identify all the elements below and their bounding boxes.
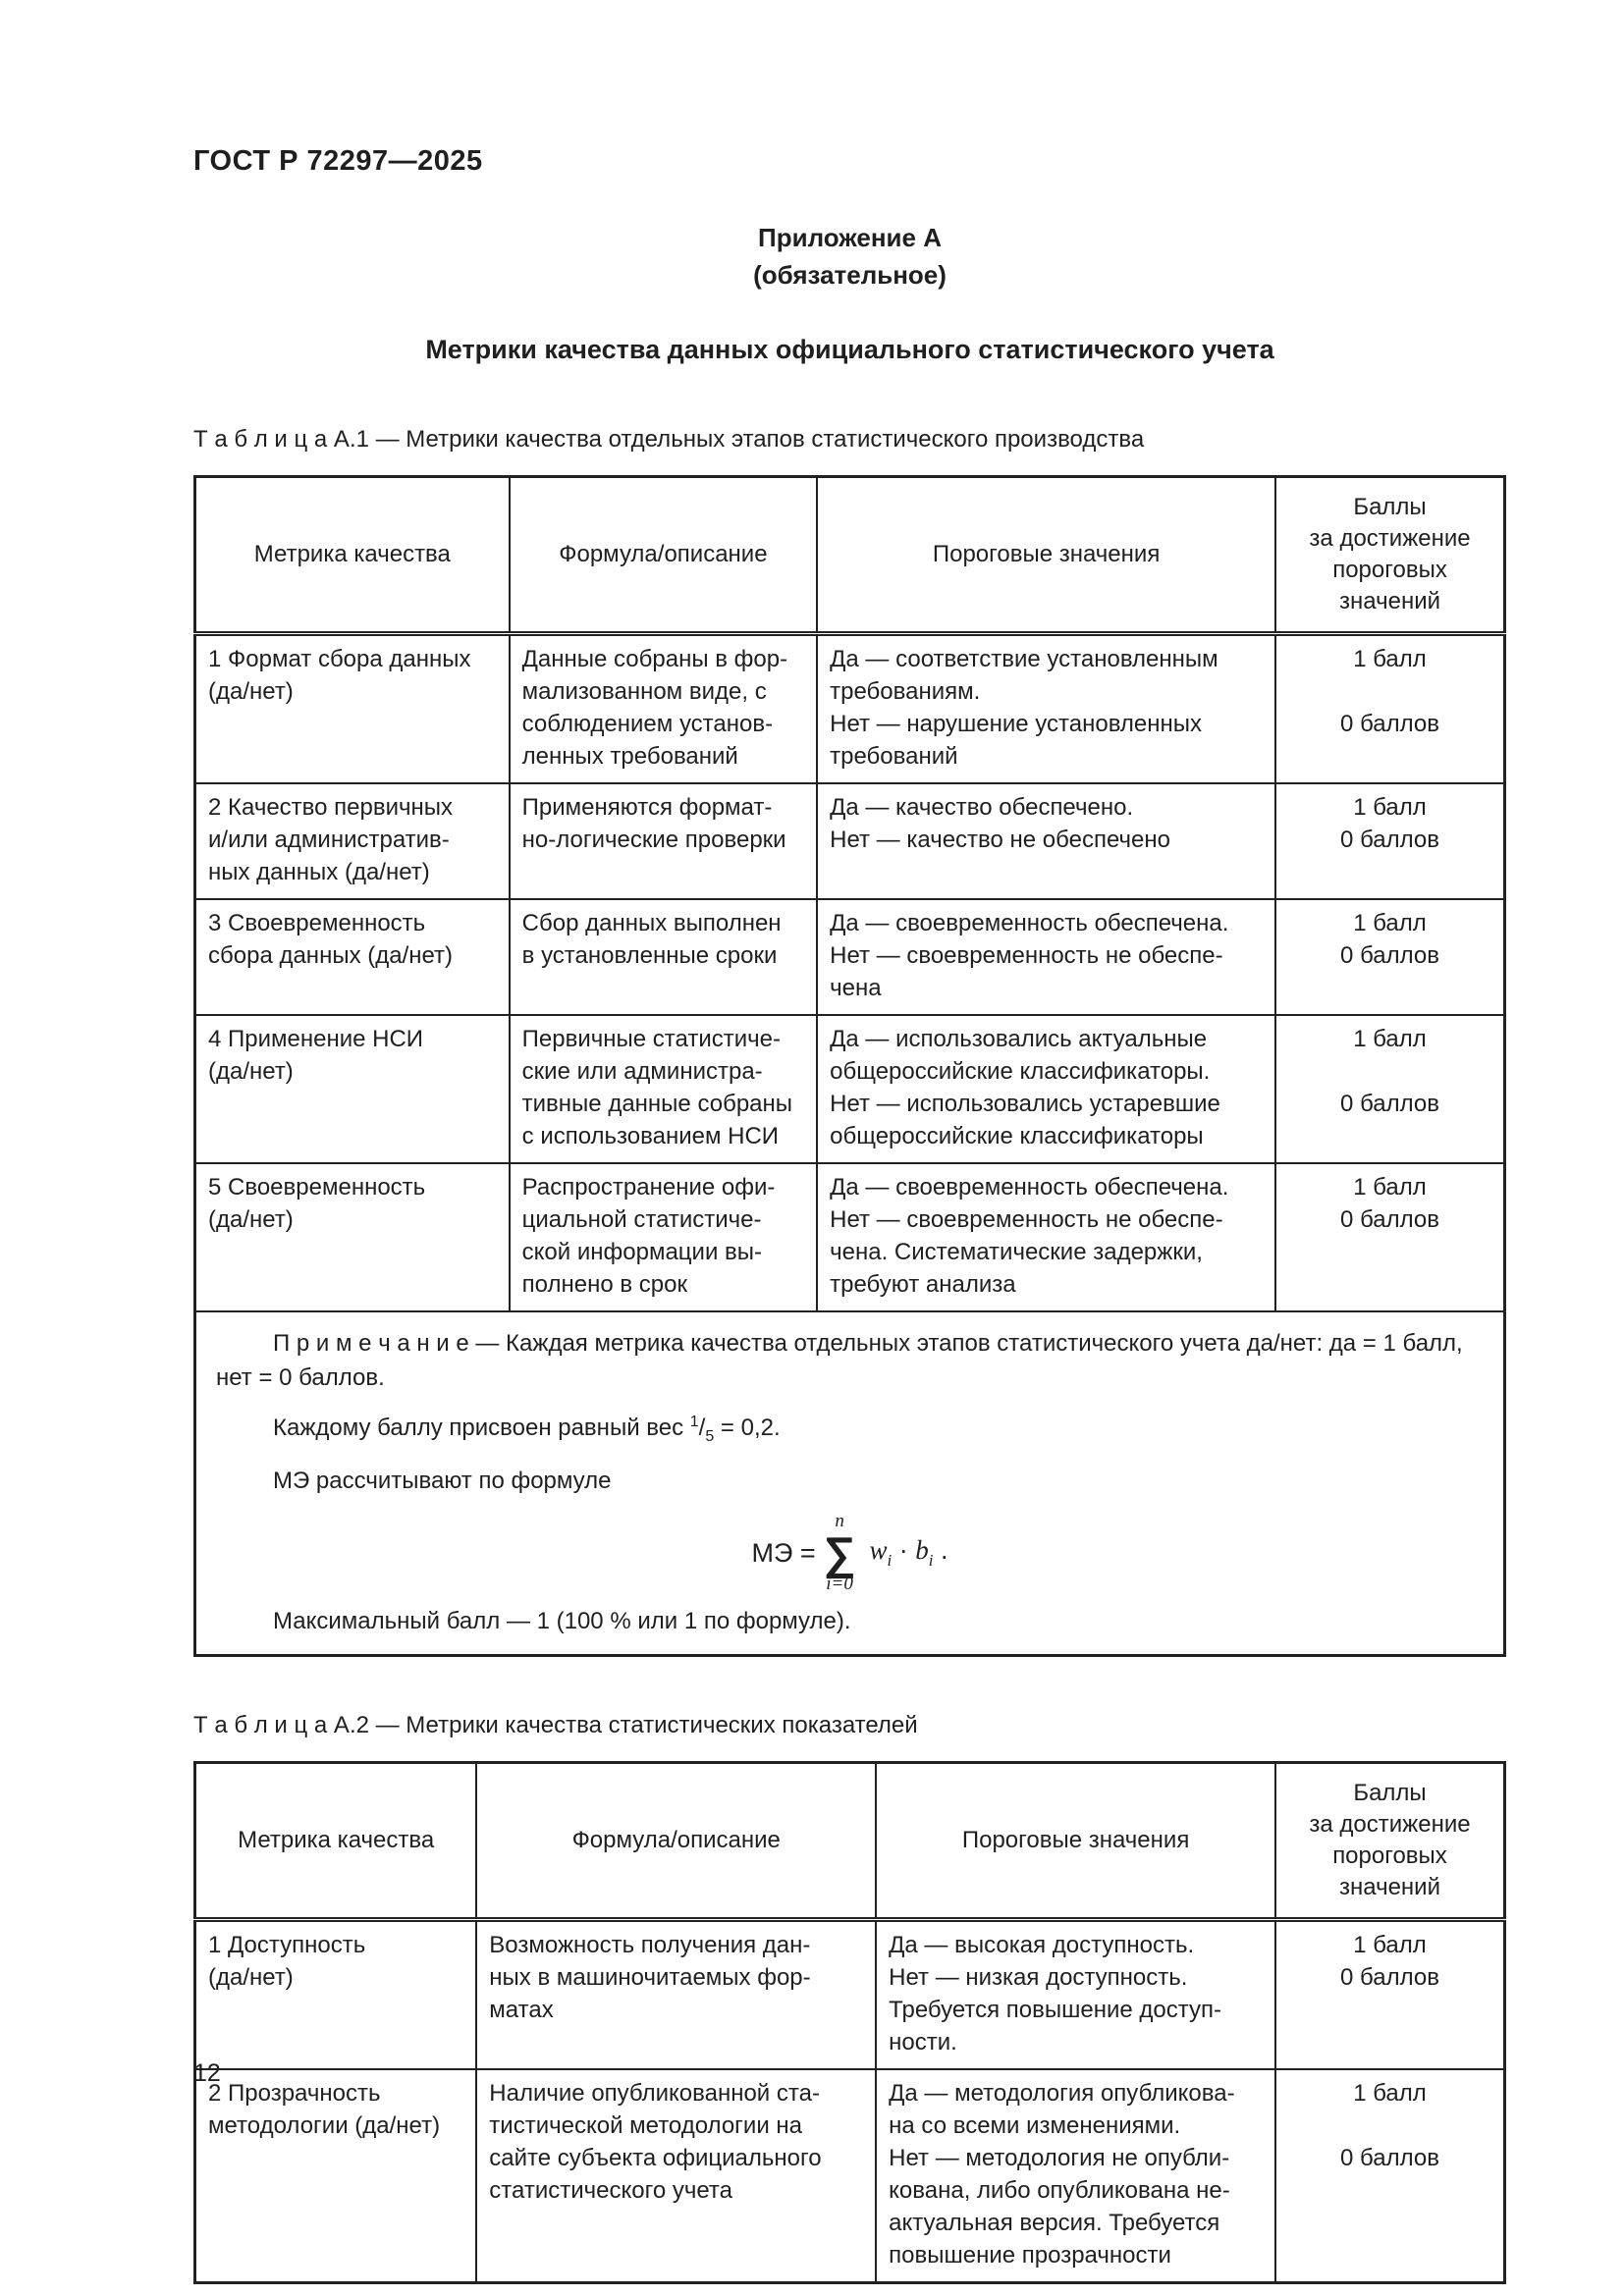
table-a1: [193, 475, 1506, 1657]
score-cell: [1276, 1016, 1503, 1130]
column-header-threshold: Пороговые значения: [817, 477, 1275, 634]
column-header-score: Баллы за достижение пороговых значений: [1275, 1763, 1504, 1920]
summation-symbol: [824, 1512, 856, 1594]
sum-lower-limit: i=0: [826, 1574, 853, 1594]
column-header-formula: Формула/описание: [510, 477, 817, 634]
formula-cell: Распространение офи- циальной статистиче- ской информации вы- полнено в срок: [521, 1174, 776, 1298]
sub-i: i: [928, 1551, 934, 1570]
appendix-label: Приложение А: [758, 223, 942, 252]
formula-cell: Применяются формат- но-логические проверки: [521, 794, 786, 853]
table-a2: [193, 1761, 1506, 2284]
score-no: 0 баллов: [1340, 2145, 1439, 2171]
table-note: [195, 1311, 1505, 1656]
score-yes: 1 балл: [1353, 1026, 1427, 1052]
sub-i: i: [887, 1551, 893, 1570]
score-no: 0 баллов: [1340, 942, 1439, 969]
score-cell: [1276, 1922, 1503, 2003]
note-max-score: Максимальный балл — 1 (100 % или 1 по формуле).: [273, 1608, 851, 1634]
appendix-heading: [193, 219, 1506, 294]
score-yes: 1 балл: [1353, 1932, 1427, 1958]
note-formula-intro: МЭ рассчитывают по формуле: [273, 1468, 612, 1494]
metric-cell: 3 Своевременность сбора данных (да/нет): [208, 910, 454, 969]
score-cell: [1276, 1164, 1503, 1246]
metric-cell: 5 Своевременность (да/нет): [208, 1174, 426, 1233]
score-yes: 1 балл: [1353, 646, 1427, 672]
var-b: b: [915, 1535, 929, 1565]
column-header-formula: Формула/описание: [476, 1763, 876, 1920]
table-row: [195, 899, 1505, 1015]
column-header-score: Баллы за достижение пороговых значений: [1275, 477, 1504, 634]
score-cell: [1276, 2070, 1503, 2184]
metric-cell: 1 Формат сбора данных (да/нет): [208, 646, 471, 705]
formula-cell: Сбор данных выполнен в установленные сроки: [521, 910, 782, 969]
standard-reference: ГОСТ Р 72297—2025: [193, 145, 483, 177]
column-header-metric: Метрика качества: [195, 1763, 477, 1920]
table-a2-header-row: [195, 1763, 1505, 1920]
score-yes: 1 балл: [1353, 1174, 1427, 1201]
score-no: 0 баллов: [1340, 827, 1439, 853]
table-row: [195, 1015, 1505, 1163]
score-no: 0 баллов: [1340, 711, 1439, 737]
column-header-metric: Метрика качества: [195, 477, 510, 634]
metric-cell: 4 Применение НСИ (да/нет): [208, 1026, 424, 1085]
var-w: w: [869, 1535, 888, 1565]
table-a1-header-row: [195, 477, 1505, 634]
sigma-glyph: ∑: [823, 1527, 856, 1578]
page-number: 12: [193, 2059, 221, 2087]
metric-cell: 2 Прозрачность методологии (да/нет): [208, 2080, 441, 2139]
table-row: [195, 2069, 1505, 2283]
formula-cell: Возможность получения дан- ных в машиночитаемых фор- матах: [489, 1932, 811, 2023]
threshold-cell: Да — высокая доступность. Нет — низкая доступность. Требуется повышение доступ- ности.: [889, 1932, 1222, 2056]
threshold-cell: Да — методология опубликова- на со всеми изменениями. Нет — методология не опубли- кована, либо опубликована не- актуальная версия. Требуется повышение прозрачности: [889, 2080, 1235, 2269]
table-note-row: [195, 1311, 1505, 1656]
score-cell: [1276, 784, 1503, 866]
table-row: [195, 783, 1505, 899]
sum-upper-limit: n: [835, 1511, 844, 1531]
score-yes: 1 балл: [1353, 2080, 1427, 2107]
formula-cell: Данные собраны в фор- мализованном виде, с соблюдением установ- ленных требований: [521, 646, 788, 770]
formula-terms: [869, 1535, 947, 1571]
score-no: 0 баллов: [1340, 1964, 1439, 1991]
table-a2-caption: Т а б л и ц а А.2 — Метрики качества статистических показателей: [193, 1712, 918, 1738]
formula-cell: Первичные статистиче- ские или администра- тивные данные собраны с использованием НСИ: [521, 1026, 793, 1149]
fraction-numerator: 1: [689, 1414, 699, 1430]
score-no: 0 баллов: [1340, 1091, 1439, 1117]
metric-cell: 2 Качество первичных и/или административ- ных данных (да/нет): [208, 794, 454, 885]
score-cell: [1276, 636, 1503, 750]
formula-period: .: [933, 1535, 948, 1565]
threshold-cell: Да — качество обеспечено. Нет — качество не обеспечено: [830, 794, 1170, 853]
score-yes: 1 балл: [1353, 910, 1427, 936]
formula-cell: Наличие опубликованной ста- тистической методологии на сайте субъекта официального статистического учета: [489, 2080, 822, 2204]
score-no: 0 баллов: [1340, 1206, 1439, 1233]
note-weight-line: [216, 1405, 1484, 1454]
formula-me: [216, 1512, 1484, 1594]
note-text: П р и м е ч а н и е — Каждая метрика качества отдельных этапов статистического учета да/нет: да = 1 балл, нет = 0 баллов.: [216, 1330, 1463, 1391]
page-title: Метрики качества данных официального статистического учета: [425, 335, 1274, 364]
table-row: [195, 1920, 1505, 2070]
table-row: [195, 634, 1505, 784]
threshold-cell: Да — использовались актуальные общероссийские классификаторы. Нет — использовались устаревшие общероссийские классификаторы: [830, 1026, 1220, 1149]
note-weight-prefix: Каждому баллу присвоен равный вес: [273, 1415, 690, 1441]
score-yes: 1 балл: [1353, 794, 1427, 821]
fraction-slash: /: [698, 1415, 706, 1441]
column-header-threshold: Пороговые значения: [876, 1763, 1275, 1920]
threshold-cell: Да — соответствие установленным требованиям. Нет — нарушение установленных требований: [830, 646, 1218, 770]
appendix-type: (обязательное): [753, 260, 947, 290]
metric-cell: 1 Доступность (да/нет): [208, 1932, 366, 1991]
formula-lhs: МЭ =: [751, 1537, 816, 1568]
table-row: [195, 1163, 1505, 1311]
fraction-denominator: 5: [705, 1428, 715, 1445]
table-a1-caption: Т а б л и ц а А.1 — Метрики качества отдельных этапов статистического производства: [193, 426, 1145, 453]
score-cell: [1276, 900, 1503, 982]
threshold-cell: Да — своевременность обеспечена. Нет — своевременность не обеспе- чена. Систематические задержки, требуют анализа: [830, 1174, 1229, 1298]
note-weight-suffix: = 0,2.: [714, 1415, 781, 1441]
threshold-cell: Да — своевременность обеспечена. Нет — своевременность не обеспе- чена: [830, 910, 1229, 1001]
dot-operator: ·: [898, 1535, 908, 1565]
